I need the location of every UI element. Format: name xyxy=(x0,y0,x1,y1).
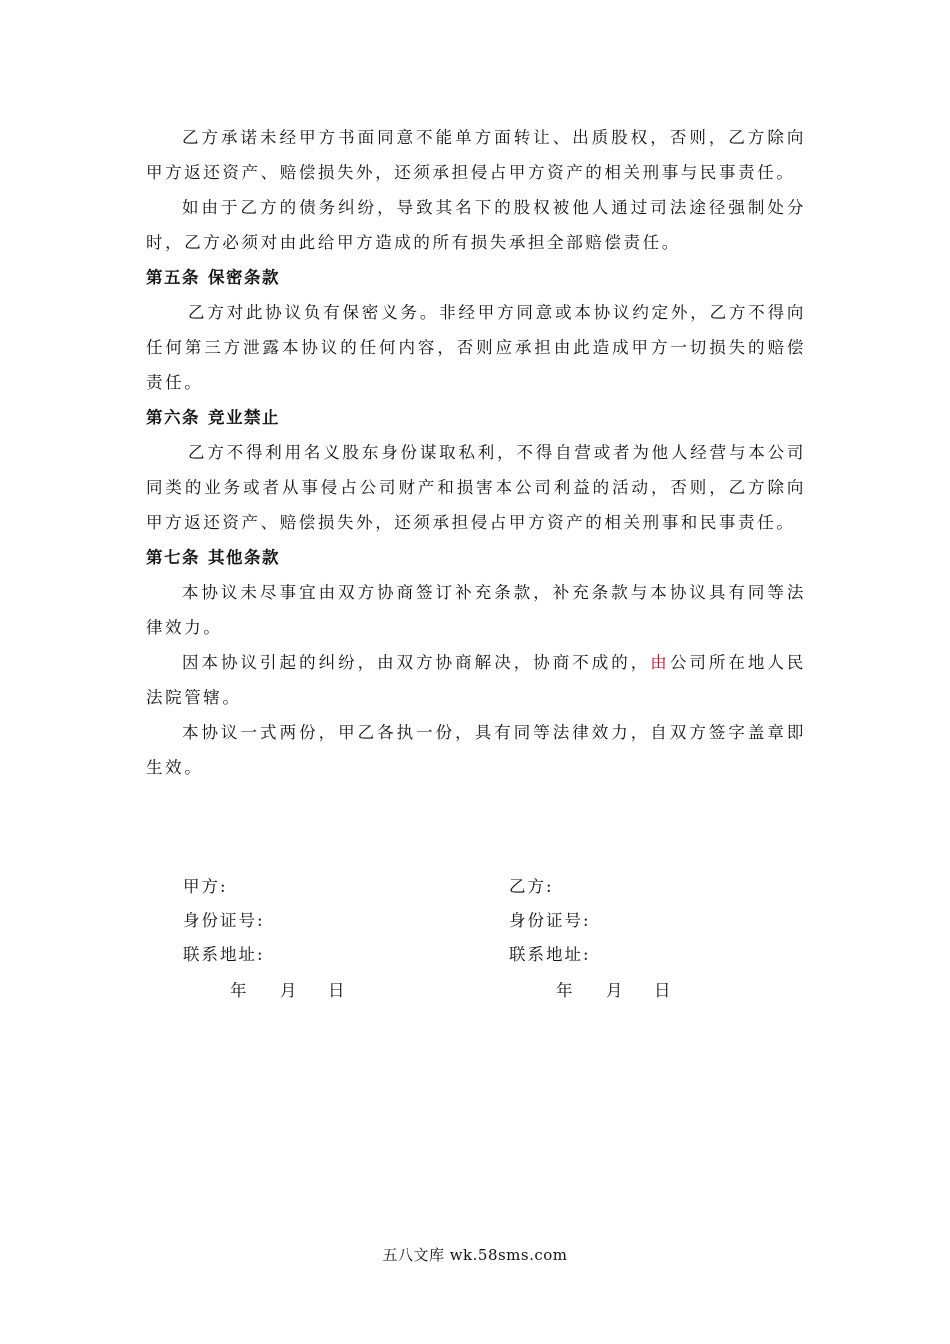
article-6-number: 第六条 xyxy=(146,408,200,427)
paragraph-debt-dispute: 如由于乙方的债务纠纷，导致其名下的股权被他人通过司法途径强制处分时，乙方必须对由此给甲方造成的所有损失承担全部赔偿责任。 xyxy=(146,198,806,252)
party-b-label: 乙方: xyxy=(509,877,554,896)
party-b-date-year: 年 xyxy=(556,981,573,1000)
party-a-date-year: 年 xyxy=(230,981,247,1000)
article-7-body-2-post: 公司所在地人民法院管辖。 xyxy=(146,653,806,707)
article-7-body-2-red-char: 由 xyxy=(650,653,670,672)
party-b-date-month: 月 xyxy=(606,981,623,1000)
party-b-id-label: 身份证号: xyxy=(509,911,591,930)
article-5-heading xyxy=(146,260,806,295)
article-7-body-1: 本协议未尽事宜由双方协商签订补充条款，补充条款与本协议具有同等法律效力。 xyxy=(146,583,806,637)
article-6-title: 竞业禁止 xyxy=(208,408,280,427)
article-7-number: 第七条 xyxy=(146,548,200,567)
article-5-number: 第五条 xyxy=(146,268,200,287)
party-a-date-day: 日 xyxy=(328,981,345,1000)
article-7-body-2-pre: 因本协议引起的纠纷，由双方协商解决，协商不成的， xyxy=(182,653,651,672)
article-5-title: 保密条款 xyxy=(208,268,280,287)
party-a-address-label: 联系地址: xyxy=(183,945,265,964)
article-7-body-2 xyxy=(146,645,806,715)
party-a-date-month: 月 xyxy=(280,981,297,1000)
page-footer-watermark: 五八文库 wk.58sms.com xyxy=(382,1246,568,1264)
document-body xyxy=(146,120,806,785)
signature-block-party-b xyxy=(509,870,809,972)
article-6-body: 乙方不得利用名义股东身份谋取私利，不得自营或者为他人经营与本公司同类的业务或者从事侵占公司财产和损害本公司利益的活动，否则，乙方除向甲方返还资产、赔偿损失外，还须承担侵占甲方资产的相关刑事和民事责任。 xyxy=(146,443,806,532)
paragraph-equity-transfer: 乙方承诺未经甲方书面同意不能单方面转让、出质股权，否则，乙方除向甲方返还资产、赔偿损失外，还须承担侵占甲方资产的相关刑事与民事责任。 xyxy=(146,128,806,182)
article-7-heading xyxy=(146,540,806,575)
party-b-date xyxy=(556,974,671,1008)
article-6-heading xyxy=(146,400,806,435)
signature-block-party-a xyxy=(183,870,483,972)
party-a-label: 甲方: xyxy=(183,877,228,896)
party-a-id-label: 身份证号: xyxy=(183,911,265,930)
party-b-date-day: 日 xyxy=(654,981,671,1000)
article-7-body-3: 本协议一式两份，甲乙各执一份，具有同等法律效力，自双方签字盖章即生效。 xyxy=(146,723,806,777)
party-a-date xyxy=(230,974,345,1008)
party-b-address-label: 联系地址: xyxy=(509,945,591,964)
article-7-title: 其他条款 xyxy=(208,548,280,567)
article-5-body: 乙方对此协议负有保密义务。非经甲方同意或本协议约定外，乙方不得向任何第三方泄露本协议的任何内容，否则应承担由此造成甲方一切损失的赔偿责任。 xyxy=(146,303,806,392)
